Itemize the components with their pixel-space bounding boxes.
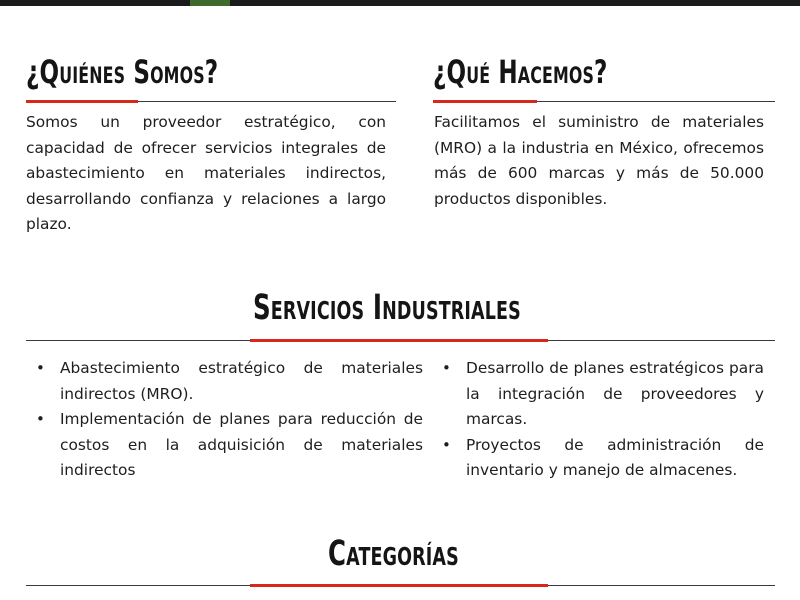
service-text: Desarrollo de planes estratégicos para la integración de proveedores y marcas. (466, 359, 764, 428)
list-item (432, 433, 764, 484)
bullet-icon: • (442, 435, 451, 454)
about-divider-accent (26, 100, 138, 103)
about-heading: ¿Quiénes Somos? (26, 53, 219, 91)
services-list-left (26, 356, 423, 484)
categories-heading: Categorías (328, 534, 459, 574)
services-heading: Servicios Industriales (253, 288, 521, 328)
what-we-do-heading: ¿Qué Hacemos? (433, 53, 608, 91)
what-we-do-divider-accent (433, 100, 537, 103)
bullet-icon: • (36, 410, 45, 428)
bullet-icon: • (36, 359, 45, 377)
categories-divider-accent (250, 584, 548, 587)
service-text: Proyectos de administración de inventario y manejo de almacenes. (466, 435, 764, 479)
list-item (432, 356, 764, 433)
bullet-icon: • (442, 359, 451, 377)
what-we-do-text: Facilitamos el suministro de materiales (MRO) a la industria en México, ofrecemos más de 600 marcas y más de 50.000 productos disponibles. (434, 113, 764, 208)
photo-strip-detail (190, 0, 230, 6)
list-item (26, 407, 423, 484)
top-photo-strip (0, 0, 800, 6)
services-divider-accent (250, 339, 548, 342)
about-text: Somos un proveedor estratégico, con capacidad de ofrecer servicios integrales de abastecimiento en materiales indirectos, desarrollando confianza y relaciones a largo plazo. (26, 113, 386, 233)
service-text: Abastecimiento estratégico de materiales indirectos (MRO). (60, 359, 423, 403)
service-text: Implementación de planes para reducción de costos en la adquisición de materiales indirectos (60, 410, 423, 479)
list-item (26, 356, 423, 407)
services-list-right (432, 356, 764, 484)
